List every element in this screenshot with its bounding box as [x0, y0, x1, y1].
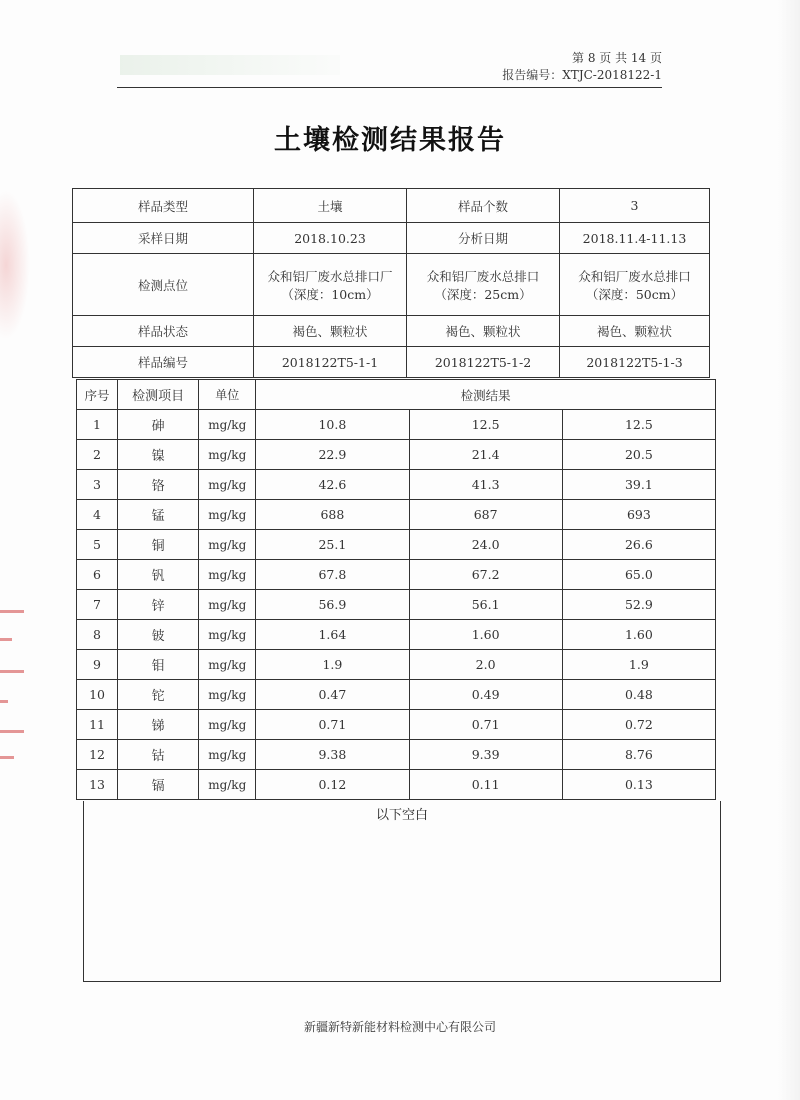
row-seq: 12: [77, 740, 118, 770]
row-value: 1.9: [562, 650, 715, 680]
page-number: 第 8 页 共 14 页: [572, 51, 662, 65]
row-unit: mg/kg: [199, 620, 256, 650]
row-value: 12.5: [409, 410, 562, 440]
column-header-result: 检测结果: [256, 380, 716, 410]
row-value: 2.0: [409, 650, 562, 680]
row-value: 67.8: [256, 560, 409, 590]
row-value: 21.4: [409, 440, 562, 470]
row-value: 42.6: [256, 470, 409, 500]
company-footer: 新疆新特新能材料检测中心有限公司: [303, 1020, 496, 1034]
site-cell: [254, 254, 407, 316]
table-row: [77, 590, 716, 620]
column-header-seq: 序号: [77, 380, 118, 410]
row-value: 0.13: [562, 770, 715, 800]
row-value: 0.49: [409, 680, 562, 710]
site-label: 检测点位: [73, 254, 254, 316]
seal-fragment-left: [0, 590, 24, 770]
table-row: [77, 560, 716, 590]
row-seq: 8: [77, 620, 118, 650]
report-number: 报告编号：XTJC-2018122-1: [502, 68, 662, 82]
results-table: [76, 379, 716, 800]
row-unit: mg/kg: [199, 740, 256, 770]
row-item: 铍: [118, 620, 199, 650]
row-value: 22.9: [256, 440, 409, 470]
results-body: [77, 410, 716, 800]
row-value: 20.5: [562, 440, 715, 470]
row-value: 0.47: [256, 680, 409, 710]
row-item: 铜: [118, 530, 199, 560]
state-value: 褐色、颗粒状: [254, 316, 407, 347]
row-value: 1.64: [256, 620, 409, 650]
row-value: 52.9: [562, 590, 715, 620]
blank-note: 以下空白: [375, 808, 428, 823]
row-seq: 13: [77, 770, 118, 800]
row-seq: 11: [77, 710, 118, 740]
table-row: [77, 770, 716, 800]
row-value: 1.60: [562, 620, 715, 650]
row-item: 锑: [118, 710, 199, 740]
row-value: 24.0: [409, 530, 562, 560]
row-seq: 10: [77, 680, 118, 710]
row-seq: 6: [77, 560, 118, 590]
site-depth: （深度：25cm）: [434, 286, 532, 302]
row-value: 41.3: [409, 470, 562, 500]
row-value: 0.12: [256, 770, 409, 800]
sample-id-label: 样品编号: [73, 347, 254, 378]
site-name: 众和铝厂废水总排口: [426, 268, 540, 284]
table-row: [77, 710, 716, 740]
table-row: [77, 650, 716, 680]
row-item: 钼: [118, 650, 199, 680]
site-depth: （深度：10cm）: [281, 286, 379, 302]
row-item: 锰: [118, 500, 199, 530]
header-watermark: [120, 55, 340, 75]
sample-type-value: 土壤: [254, 189, 407, 223]
row-value: 687: [409, 500, 562, 530]
row-value: 0.48: [562, 680, 715, 710]
row-value: 9.38: [256, 740, 409, 770]
row-unit: mg/kg: [199, 650, 256, 680]
analysis-date-label: 分析日期: [407, 223, 560, 254]
row-seq: 2: [77, 440, 118, 470]
row-unit: mg/kg: [199, 770, 256, 800]
sample-count-value: 3: [560, 189, 710, 223]
row-value: 39.1: [562, 470, 715, 500]
row-unit: mg/kg: [199, 680, 256, 710]
table-row: [77, 500, 716, 530]
sample-id-value: 2018122T5-1-2: [407, 347, 560, 378]
row-item: 镍: [118, 440, 199, 470]
sample-info-table: [72, 188, 710, 378]
sample-id-value: 2018122T5-1-3: [560, 347, 710, 378]
header-divider: [117, 87, 662, 88]
row-unit: mg/kg: [199, 530, 256, 560]
site-name: 众和铝厂废水总排口: [578, 268, 691, 284]
row-unit: mg/kg: [199, 710, 256, 740]
column-header-unit: 单位: [199, 380, 256, 410]
row-value: 693: [562, 500, 715, 530]
row-value: 0.72: [562, 710, 715, 740]
analysis-date-value: 2018.11.4-11.13: [560, 223, 710, 254]
row-seq: 9: [77, 650, 118, 680]
row-value: 26.6: [562, 530, 715, 560]
row-seq: 4: [77, 500, 118, 530]
table-row: [77, 740, 716, 770]
site-depth: （深度：50cm）: [585, 286, 684, 302]
row-seq: 5: [77, 530, 118, 560]
table-row: [77, 620, 716, 650]
table-row: [77, 680, 716, 710]
row-item: 铊: [118, 680, 199, 710]
site-cell: [560, 254, 710, 316]
row-item: 砷: [118, 410, 199, 440]
row-item: 钴: [118, 740, 199, 770]
row-value: 65.0: [562, 560, 715, 590]
page-title: 土壤检测结果报告: [274, 125, 506, 156]
row-value: 1.60: [409, 620, 562, 650]
sample-type-label: 样品类型: [73, 189, 254, 223]
row-value: 688: [256, 500, 409, 530]
blank-area: [83, 801, 721, 982]
row-unit: mg/kg: [199, 440, 256, 470]
row-unit: mg/kg: [199, 410, 256, 440]
row-value: 12.5: [562, 410, 715, 440]
row-value: 56.1: [409, 590, 562, 620]
row-value: 1.9: [256, 650, 409, 680]
row-value: 25.1: [256, 530, 409, 560]
row-unit: mg/kg: [199, 500, 256, 530]
sampling-date-label: 采样日期: [73, 223, 254, 254]
row-seq: 7: [77, 590, 118, 620]
row-seq: 3: [77, 470, 118, 500]
column-header-item: 检测项目: [118, 380, 199, 410]
row-item: 镉: [118, 770, 199, 800]
row-unit: mg/kg: [199, 470, 256, 500]
sample-id-value: 2018122T5-1-1: [254, 347, 407, 378]
sample-count-label: 样品个数: [407, 189, 560, 223]
row-value: 8.76: [562, 740, 715, 770]
table-row: [77, 440, 716, 470]
scan-edge: [778, 0, 800, 1100]
row-value: 0.71: [409, 710, 562, 740]
state-value: 褐色、颗粒状: [407, 316, 560, 347]
sampling-date-value: 2018.10.23: [254, 223, 407, 254]
site-cell: [407, 254, 560, 316]
seal-fragment-top: [0, 190, 30, 340]
row-value: 0.11: [409, 770, 562, 800]
page-header: [502, 50, 662, 84]
row-unit: mg/kg: [199, 560, 256, 590]
table-row: [77, 470, 716, 500]
state-value: 褐色、颗粒状: [560, 316, 710, 347]
row-item: 铬: [118, 470, 199, 500]
row-value: 67.2: [409, 560, 562, 590]
row-seq: 1: [77, 410, 118, 440]
row-item: 钒: [118, 560, 199, 590]
row-value: 10.8: [256, 410, 409, 440]
row-value: 0.71: [256, 710, 409, 740]
table-row: [77, 530, 716, 560]
row-value: 56.9: [256, 590, 409, 620]
site-name: 众和铝厂废水总排口厂: [267, 268, 393, 284]
state-label: 样品状态: [73, 316, 254, 347]
row-item: 锌: [118, 590, 199, 620]
row-unit: mg/kg: [199, 590, 256, 620]
table-row: [77, 410, 716, 440]
row-value: 9.39: [409, 740, 562, 770]
